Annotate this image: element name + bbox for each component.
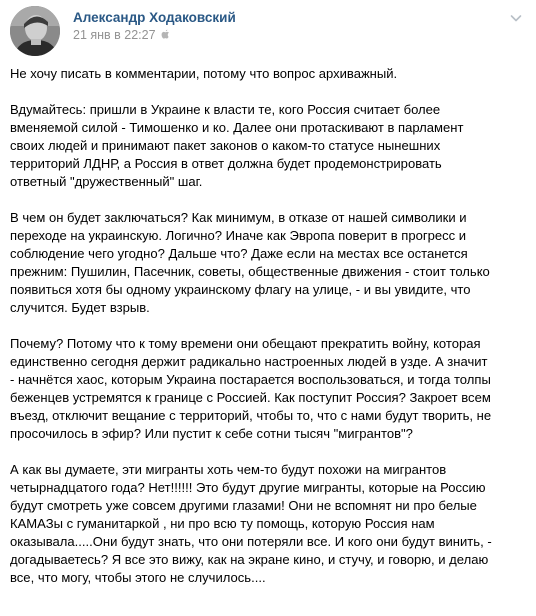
post-line: КАМАЗы с гуманитаркой , ни про всю ту помощь, которую Россия нам bbox=[10, 516, 435, 531]
chevron-down-icon[interactable] bbox=[508, 10, 524, 26]
post-line: Почему? Потому что к тому времени они обещают прекратить войну, которая bbox=[10, 336, 481, 351]
post-line: четырнадцатого года? Нет!!!!!! Это будут другие мигранты, которые на Россию bbox=[10, 480, 486, 495]
post-line: ответный "дружественный" шаг. bbox=[10, 174, 203, 189]
post-line: будут смотреть уже совсем другими глазами! Они не вспомнят ни про белые bbox=[10, 498, 477, 513]
post-paragraph bbox=[10, 461, 526, 587]
post-line: все, что могу, чтобы этого не случилось.... bbox=[10, 570, 266, 585]
post-line: Не хочу писать в комментарии, потому что вопрос архиважный. bbox=[10, 66, 398, 81]
apple-icon bbox=[161, 29, 170, 40]
avatar-photo bbox=[10, 6, 60, 56]
post-header bbox=[10, 6, 526, 56]
post-line: Вдумайтесь: пришли в Украине к власти те, кого Россия считает более bbox=[10, 102, 441, 117]
post-meta bbox=[73, 28, 170, 42]
post-line: соблюдение чего угодно? Дальше что? Даже если на местах все останется bbox=[10, 246, 468, 261]
post-line: появиться хотя бы одному украинскому флагу на улице, - и вы увидите, что bbox=[10, 282, 471, 297]
post-line: оказывала.....Они будут знать, что они потеряли все. И кого они будут винить, - bbox=[10, 534, 492, 549]
author-name[interactable]: Александр Ходаковский bbox=[73, 10, 236, 25]
post-paragraph bbox=[10, 209, 526, 317]
post-paragraph bbox=[10, 101, 526, 191]
post-paragraph bbox=[10, 65, 526, 83]
post-line: А как вы думаете, эти мигранты хоть чем-то будут похожи на мигрантов bbox=[10, 462, 447, 477]
post-line: прежним: Пушилин, Пасечник, советы, общественные движения - стоит только bbox=[10, 264, 490, 279]
post-timestamp[interactable]: 21 янв в 22:27 bbox=[73, 28, 156, 42]
post-line: вменяемой силой - Тимошенко и ко. Далее они протаскивают в парламент bbox=[10, 120, 464, 135]
post-text bbox=[10, 65, 526, 587]
post-line: территорий ЛДНР, а Россия в ответ должна будет продемонстрировать bbox=[10, 156, 442, 171]
post-line: переходе на украинскую. Логично? Иначе как Эвропа поверит в прогресс и bbox=[10, 228, 467, 243]
post-line: просочилось в эфир? Или пустит к себе сотни тысяч "мигрантов"? bbox=[10, 426, 413, 441]
post-line: въезд, отключит вещание с территорий, чтобы то, что с нами будут творить, не bbox=[10, 408, 492, 423]
post-line: В чем он будет заключаться? Как минимум, в отказе от нашей символики и bbox=[10, 210, 467, 225]
post-paragraph bbox=[10, 335, 526, 443]
post-line: догадываетесь? Я все это вижу, как на экране кино, и стучу, и говорю, и делаю bbox=[10, 552, 489, 567]
post-line: единственно сегодня держит радикально настроенных людей в узде. А значит bbox=[10, 354, 488, 369]
post-line: беженцев устремятся к границе с Россией. Как поступит Россия? Закроет всем bbox=[10, 390, 491, 405]
avatar[interactable] bbox=[10, 6, 60, 56]
post-line: случится. Будет взрыв. bbox=[10, 300, 150, 315]
post-line: своих людей и принимают пакет законов о каком-то статусе нынешних bbox=[10, 138, 441, 153]
post-line: - начнётся хаос, которым Украина постарается воспользоваться, и тогда толпы bbox=[10, 372, 491, 387]
